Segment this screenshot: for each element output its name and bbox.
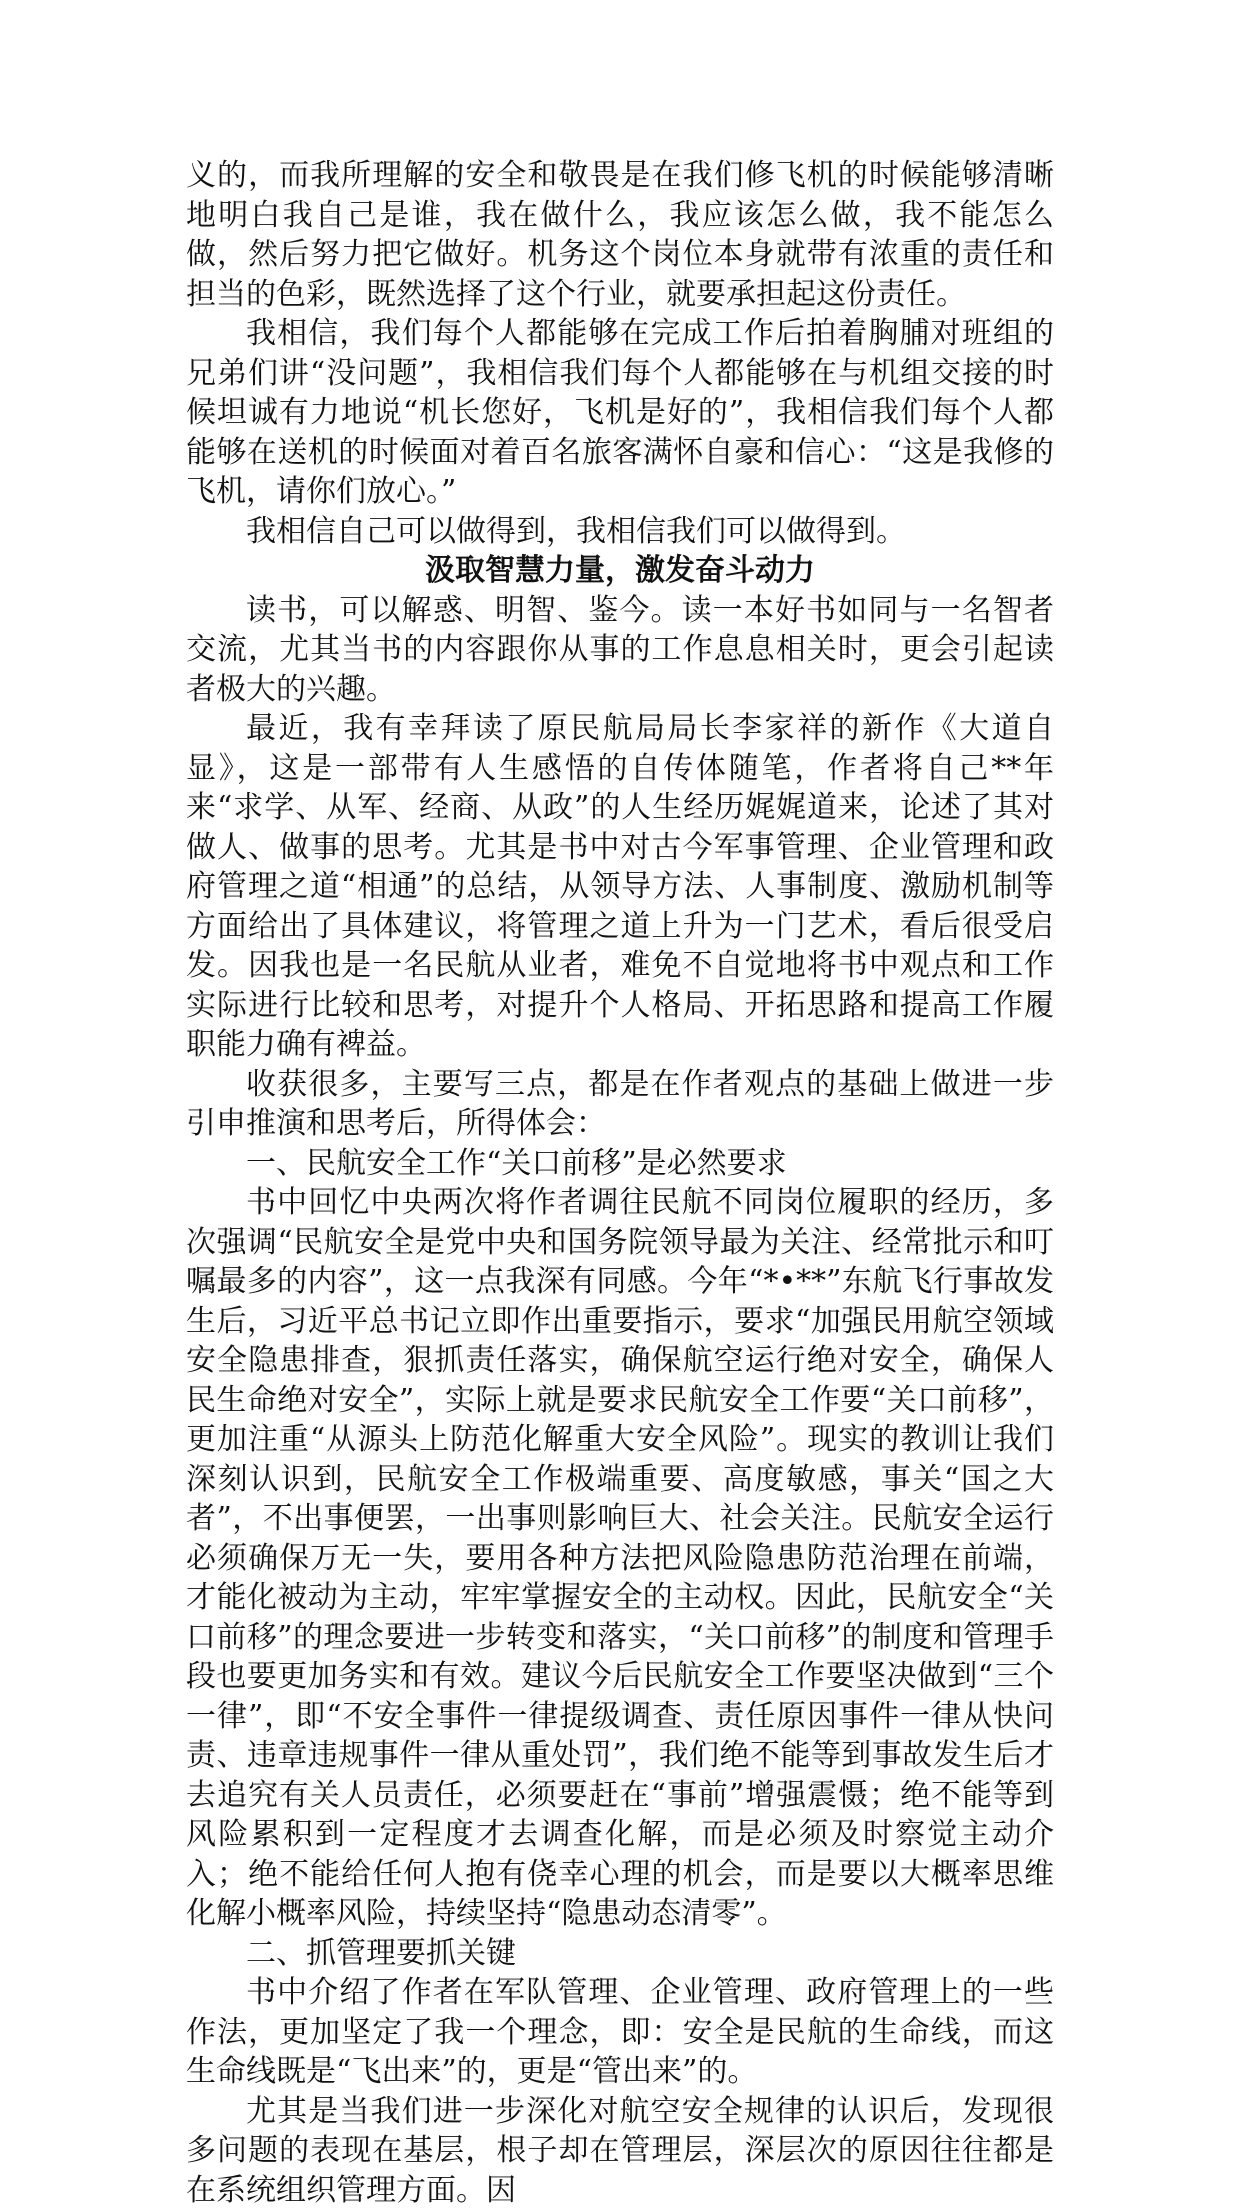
paragraph: 收获很多，主要写三点，都是在作者观点的基础上做进一步引申推演和思考后，所得体会：	[186, 1065, 1054, 1144]
paragraph-continued: 义的，而我所理解的安全和敬畏是在我们修飞机的时候能够清晰地明白我自己是谁，我在做什么，我应该怎么做，我不能怎么做，然后努力把它做好。机务这个岗位本身就带有浓重的责任和担当的色彩，既然选择了这个行业，就要承担起这份责任。	[186, 156, 1054, 314]
paragraph: 读书，可以解惑、明智、鉴今。读一本好书如同与一名智者交流，尤其当书的内容跟你从事的工作息息相关时，更会引起读者极大的兴趣。	[186, 591, 1054, 710]
section-title: 汲取智慧力量，激发奋斗动力	[186, 551, 1054, 591]
paragraph: 书中介绍了作者在军队管理、企业管理、政府管理上的一些作法，更加坚定了我一个理念，即：安全是民航的生命线，而这生命线既是“飞出来”的，更是“管出来”的。	[186, 1973, 1054, 2092]
subheading: 一、民航安全工作“关口前移”是必然要求	[186, 1144, 1054, 1184]
paragraph: 最近，我有幸拜读了原民航局局长李家祥的新作《大道自显》，这是一部带有人生感悟的自传体随笔，作者将自己**年来“求学、从军、经商、从政”的人生经历娓娓道来，论述了其对做人、做事的思考。尤其是书中对古今军事管理、企业管理和政府管理之道“相通”的总结，从领导方法、人事制度、激励机制等方面给出了具体建议，将管理之道上升为一门艺术，看后很受启发。因我也是一名民航从业者，难免不自觉地将书中观点和工作实际进行比较和思考，对提升个人格局、开拓思路和提高工作履职能力确有裨益。	[186, 709, 1054, 1065]
document-page	[186, 156, 1054, 2210]
paragraph: 尤其是当我们进一步深化对航空安全规律的认识后，发现很多问题的表现在基层，根子却在管理层，深层次的原因往往都是在系统组织管理方面。因	[186, 2092, 1054, 2210]
subheading: 二、抓管理要抓关键	[186, 1934, 1054, 1974]
paragraph: 我相信，我们每个人都能够在完成工作后拍着胸脯对班组的兄弟们讲“没问题”，我相信我们每个人都能够在与机组交接的时候坦诚有力地说“机长您好，飞机是好的”，我相信我们每个人都能够在送机的时候面对着百名旅客满怀自豪和信心：“这是我修的飞机，请你们放心。”	[186, 314, 1054, 512]
paragraph: 书中回忆中央两次将作者调往民航不同岗位履职的经历，多次强调“民航安全是党中央和国务院领导最为关注、经常批示和叮嘱最多的内容”，这一点我深有同感。今年“*•**”东航飞行事故发生后，习近平总书记立即作出重要指示，要求“加强民用航空领域安全隐患排查，狠抓责任落实，确保航空运行绝对安全，确保人民生命绝对安全”，实际上就是要求民航安全工作要“关口前移”，更加注重“从源头上防范化解重大安全风险”。现实的教训让我们深刻认识到，民航安全工作极端重要、高度敏感，事关“国之大者”，不出事便罢，一出事则影响巨大、社会关注。民航安全运行必须确保万无一失，要用各种方法把风险隐患防范治理在前端，才能化被动为主动，牢牢掌握安全的主动权。因此，民航安全“关口前移”的理念要进一步转变和落实，“关口前移”的制度和管理手段也要更加务实和有效。建议今后民航安全工作要坚决做到“三个一律”，即“不安全事件一律提级调查、责任原因事件一律从快问责、违章违规事件一律从重处罚”，我们绝不能等到事故发生后才去追究有关人员责任，必须要赶在“事前”增强震慑；绝不能等到风险累积到一定程度才去调查化解，而是必须及时察觉主动介入；绝不能给任何人抱有侥幸心理的机会，而是要以大概率思维化解小概率风险，持续坚持“隐患动态清零”。	[186, 1183, 1054, 1934]
paragraph: 我相信自己可以做得到，我相信我们可以做得到。	[186, 512, 1054, 552]
